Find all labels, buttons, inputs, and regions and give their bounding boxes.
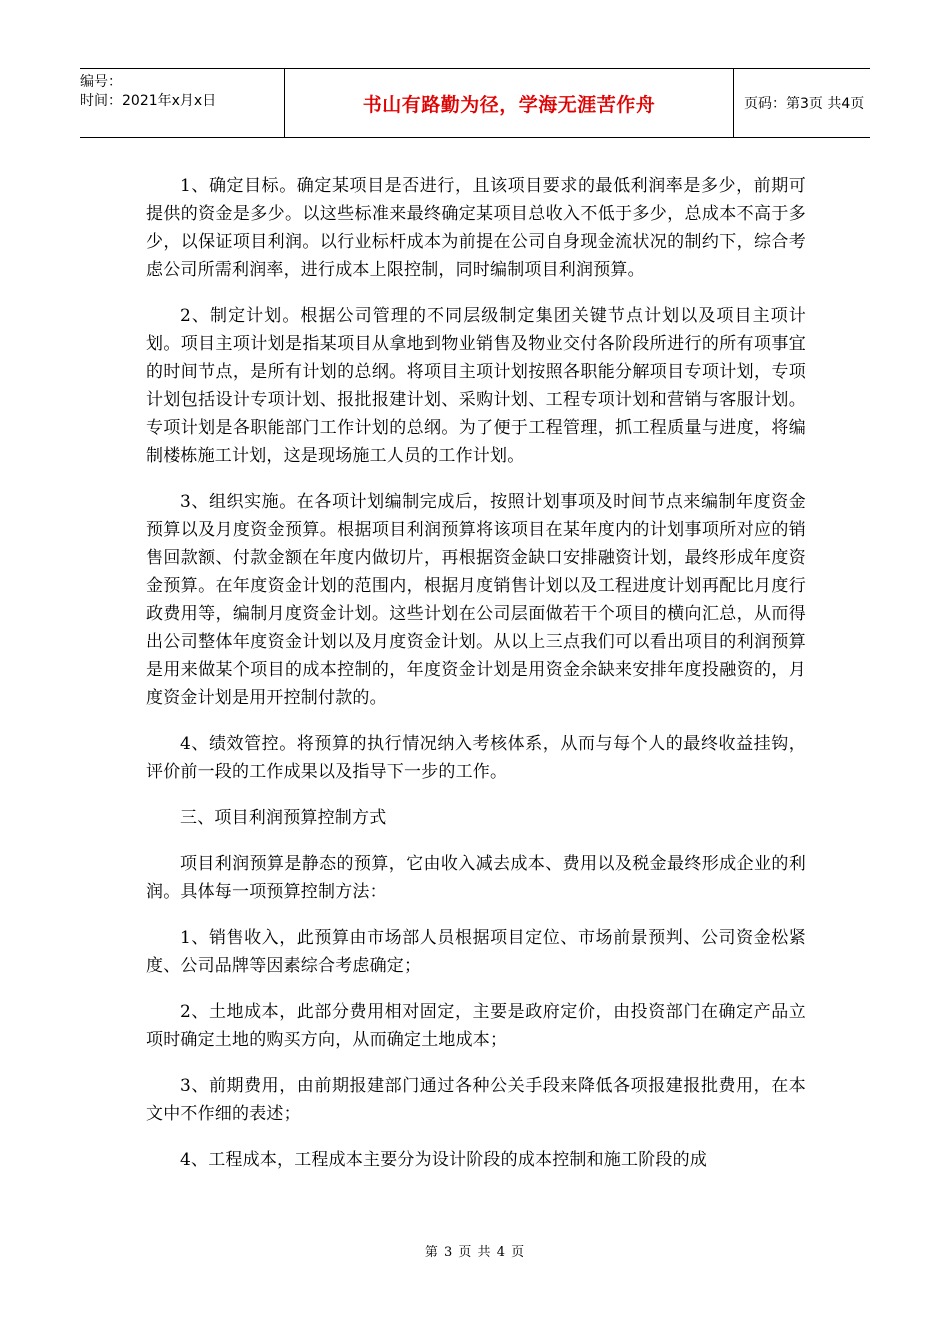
header-page-info: 页码：第3页 共4页 [744,96,865,112]
page-footer: 第 3 页 共 4 页 [424,1245,526,1260]
document-body [146,172,806,1192]
header-motto: 书山有路勤为径，学海无涯苦作舟 [284,69,734,137]
paragraph-land-cost: 2、土地成本，此部分费用相对固定，主要是政府定价，由投资部门在确定产品立项时确定土地的购买方向，从而确定土地成本； [146,1002,806,1050]
paragraph-goal: 1、确定目标。确定某项目是否进行，且该项目要求的最低利润率是多少，前期可提供的资金是多少。以这些标准来最终确定某项目总收入不低于多少，总成本不高于多少，以保证项目利润。以行业标杆成本为前提在公司自身现金流状况的制约下，综合考虑公司所需利润率，进行成本上限控制，同时编制项目利润预算。 [146,176,806,280]
document-date-label: 时间：2021年x月x日 [80,93,217,109]
paragraph-sales-revenue: 1、销售收入，此预算由市场部人员根据项目定位、市场前景预判、公司资金松紧度、公司品牌等因素综合考虑确定； [146,928,806,976]
paragraph-engineering-cost: 4、工程成本，工程成本主要分为设计阶段的成本控制和施工阶段的成 [180,1150,708,1170]
paragraph-plan: 2、制定计划。根据公司管理的不同层级制定集团关键节点计划以及项目主项计划。项目主项计划是指某项目从拿地到物业销售及物业交付各阶段所进行的所有项事宜的时间节点，是所有计划的总纲。将项目主项计划按照各职能分解项目专项计划，专项计划包括设计专项计划、报批报建计划、采购计划、工程专项计划和营销与客服计划。专项计划是各职能部门工作计划的总纲。为了便于工程管理，抓工程质量与进度，将编制楼栋施工计划，这是现场施工人员的工作计划。 [146,306,806,466]
paragraph-implementation: 3、组织实施。在各项计划编制完成后，按照计划事项及时间节点来编制年度资金预算以及月度资金预算。根据项目利润预算将该项目在某年度内的计划事项所对应的销售回款额、付款金额在年度内做切片，再根据资金缺口安排融资计划，最终形成年度资金预算。在年度资金计划的范围内，根据月度销售计划以及工程进度计划再配比月度行政费用等，编制月度资金计划。这些计划在公司层面做若干个项目的横向汇总，从而得出公司整体年度资金计划以及月度资金计划。从以上三点我们可以看出项目的利润预算是用来做某个项目的成本控制的，年度资金计划是用资金余缺来安排年度投融资的，月度资金计划是用开控制付款的。 [146,492,806,708]
page-header [80,68,870,138]
paragraph-performance: 4、绩效管控。将预算的执行情况纳入考核体系，从而与每个人的最终收益挂钩，评价前一段的工作成果以及指导下一步的工作。 [146,734,806,782]
paragraph-intro: 项目利润预算是静态的预算，它由收入减去成本、费用以及税金最终形成企业的利润。具体每一项预算控制方法： [146,854,806,902]
document-number-label: 编号： [80,74,122,90]
paragraph-preliminary-cost: 3、前期费用，由前期报建部门通过各种公关手段来降低各项报建报批费用，在本文中不作细的表述； [146,1076,806,1124]
section-heading: 三、项目利润预算控制方式 [180,808,387,828]
header-meta [80,69,284,137]
